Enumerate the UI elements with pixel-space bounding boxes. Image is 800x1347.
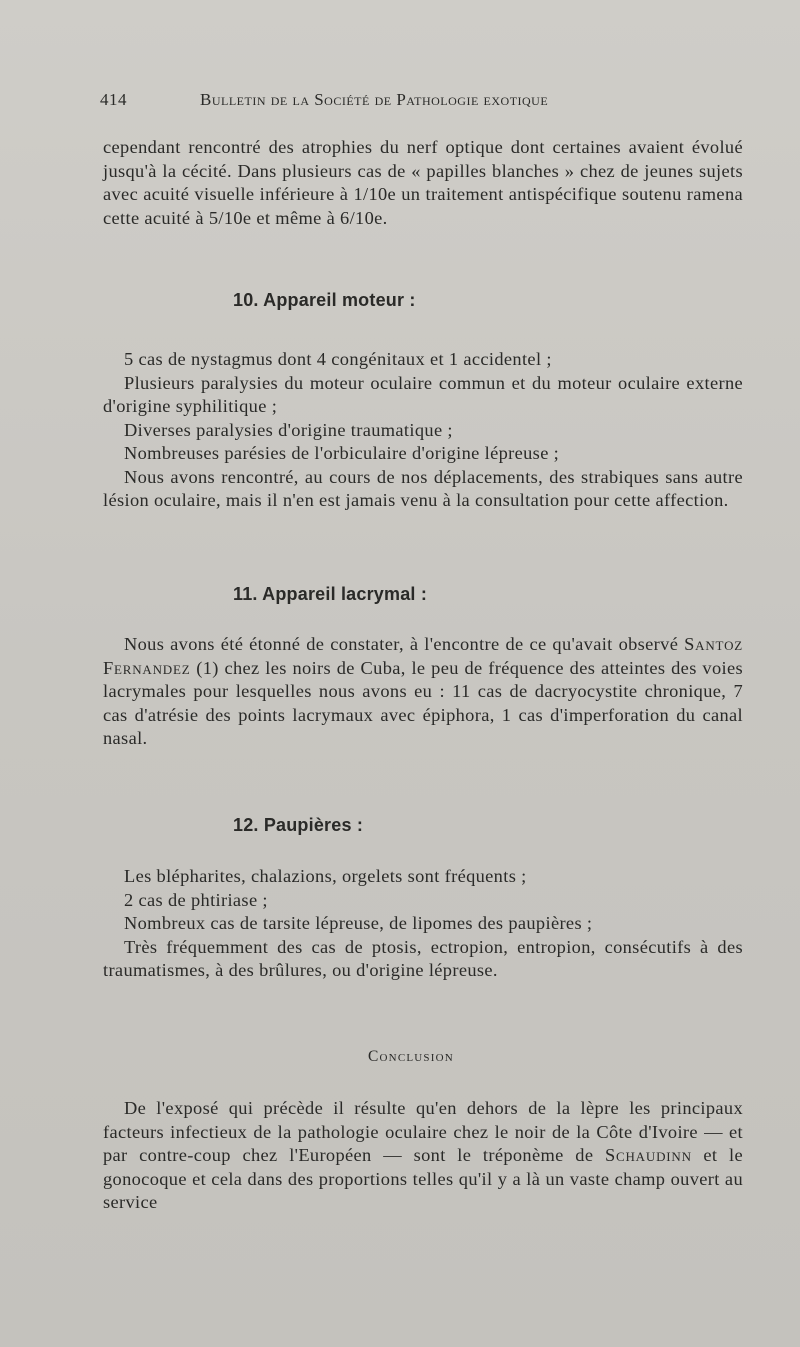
section-11-text-before: Nous avons été étonné de constater, à l'encontre de ce qu'avait observé <box>124 634 679 654</box>
section-10-line: Diverses paralysies d'origine traumatique ; <box>124 419 453 440</box>
section-12-line: Nombreux cas de tarsite lépreuse, de lipomes des paupières ; <box>124 913 593 933</box>
section-12-heading: 12. Paupières : <box>233 815 364 835</box>
section-12-line: Très fréquemment des cas de ptosis, ectropion, entropion, consécutifs à des traumatismes, à des brûlures, ou d'origine lépreuse. <box>103 936 743 980</box>
section-11-heading: 11. Appareil lacrymal : <box>233 584 428 604</box>
author-name: Schaudinn <box>605 1145 692 1165</box>
conclusion-paragraph <box>103 1097 743 1215</box>
author-name: Santoz Fernandez <box>103 634 743 678</box>
section-12-line: Les blépharites, chalazions, orgelets sont fréquents ; <box>124 866 527 886</box>
section-11-text-after: (1) chez les noirs de Cuba, le peu de fréquence des atteintes des voies lacrymales pour lesquelles nous avons eu : 11 cas de dacryocystite chronique, 7 cas d'atrésie des points lacrymaux avec épiphora, 1 cas d'imperforation du canal nasal. <box>103 657 744 748</box>
section-12-line: 2 cas de phtiriase ; <box>124 889 268 910</box>
intro-paragraph: cependant rencontré des atrophies du nerf optique dont certaines avaient évolué jusqu'à la cécité. Dans plusieurs cas de « papilles blanches » chez de jeunes sujets avec acuité visuelle inférieure à 1/10e un traitement antispécifique soutenu ramena cette acuité à 5/10e et même à 6/10e. <box>103 137 743 228</box>
section-11-paragraph <box>103 633 743 751</box>
conclusion-text-after: et le gonocoque et cela dans des proportions telles qu'il y a là un vaste champ ouvert au service <box>103 1145 743 1212</box>
section-10-line: Plusieurs paralysies du moteur oculaire commun et du moteur oculaire externe d'origine syphilitique ; <box>103 372 743 416</box>
section-10-line: Nombreuses parésies de l'orbiculaire d'origine lépreuse ; <box>124 443 560 463</box>
section-12-body <box>103 865 743 983</box>
running-title: Bulletin de la Société de Pathologie exotique <box>200 90 549 109</box>
page-number: 414 <box>100 90 127 109</box>
section-10-line: Nous avons rencontré, au cours de nos déplacements, des strabiques sans autre lésion oculaire, mais il n'en est jamais venu à la consultation pour cette affection. <box>103 466 743 510</box>
section-10-heading: 10. Appareil moteur : <box>233 290 416 310</box>
conclusion-text-before: De l'exposé qui précède il résulte qu'en dehors de la lèpre les principaux facteurs infectieux de la pathologie oculaire chez le noir de la Côte d'Ivoire — et par contre-coup chez l'Européen — sont le tréponème de <box>103 1098 743 1165</box>
section-10-body <box>103 348 743 513</box>
section-10-line: 5 cas de nystagmus dont 4 congénitaux et 1 accidentel ; <box>124 349 552 369</box>
conclusion-heading: Conclusion <box>368 1048 454 1065</box>
